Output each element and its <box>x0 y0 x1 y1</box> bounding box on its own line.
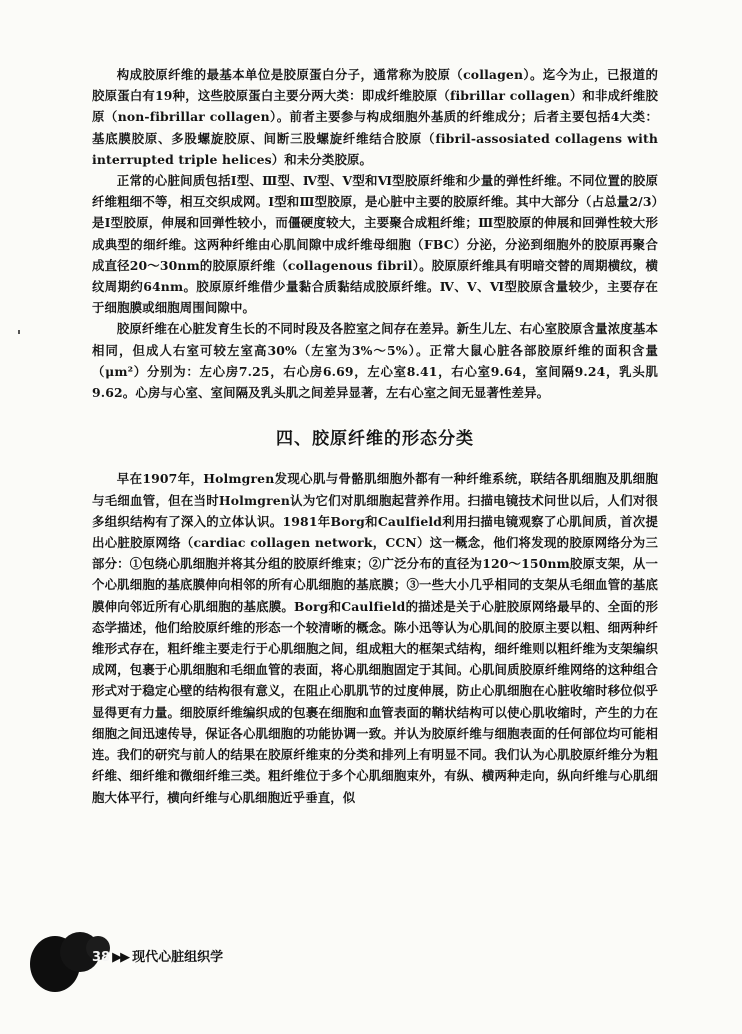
page-number: 38 <box>92 950 111 965</box>
paragraph-collagen-definition: 构成胶原纤维的最基本单位是胶原蛋白分子，通常称为胶原（collagen）。迄今为止，已报道的胶原蛋白有19种，这些胶原蛋白主要分两大类：即成纤维胶原（fibrillar collagen）和非成纤维胶原（non-fibrillar collagen）。前者主要参与构成细胞外基质的纤维成分；后者主要包括4大类：基底膜胶原、多股螺旋胶原、间断三股螺旋纤维结合胶原（fibril-assosiated collagens with interrupted triple helices）和未分类胶原。 <box>92 67 658 167</box>
scan-speck <box>18 330 20 334</box>
running-footer <box>92 946 223 965</box>
double-arrow-icon: ▶▶ <box>112 950 129 965</box>
paragraph-collagen-differences: 胶原纤维在心脏发育生长的不同时段及各腔室之间存在差异。新生儿左、右心室胶原含量浓度基本相同，但成人右室可较左室高30%（左室为3%～5%）。正常大鼠心脏各部胶原纤维的面积含量（μm²）分别为：左心房7.25，右心房6.69，左心室8.41，右心室9.64，室间隔9.24，乳头肌9.62。心房与心室、室间隔及乳头肌之间差异显著，左右心室之间无显著性差异。 <box>92 321 658 401</box>
section-heading: 四、胶原纤维的形态分类 <box>276 429 474 450</box>
paragraph-morphology-classification: 早在1907年，Holmgren发现心肌与骨骼肌细胞外都有一种纤维系统，联结各肌细胞及肌细胞与毛细血管，但在当时Holmgren认为它们对肌细胞起营养作用。扫描电镜技术问世以后，人们对很多组织结构有了深入的立体认识。1981年Borg和Caulfield利用扫描电镜观察了心肌间质，首次提出心脏胶原网络（cardiac collagen network，CCN）这一概念，他们将发现的胶原网络分为三部分：①包绕心肌细胞并将其分组的胶原纤维束；②广泛分布的直径为120～150nm胶原支架，从一个心肌细胞的基底膜伸向相邻的所有心肌细胞的基底膜；③一些大小几乎相同的支架从毛细血管的基底膜伸向邻近所有心肌细胞的基底膜。Borg和Caulfield的描述是关于心脏胶原网络最早的、全面的形态学描述，他们给胶原纤维的形态一个较清晰的概念。陈小迅等认为心肌间的胶原主要以粗、细两种纤维形式存在，粗纤维主要走行于心肌细胞之间，组成粗大的框架式结构，细纤维则以粗纤维为支架编织成网，包裹于心肌细胞和毛细血管的表面，将心肌细胞固定于其间。心肌间质胶原纤维网络的这种组合形式对于稳定心壁的结构很有意义，在阻止心肌肌节的过度伸展，防止心肌细胞在心脏收缩时移位似乎显得更有力量。细胶原纤维编织成的包裹在细胞和血管表面的鞘状结构可以使心肌收缩时，产生的力在细胞之间迅速传导，保证各心肌细胞的功能协调一致。并认为胶原纤维与细胞表面的任何部位均可能相连。我们的研究与前人的结果在胶原纤维束的分类和排列上有明显不同。我们认为心肌胶原纤维分为粗纤维、细纤维和微细纤维三类。粗纤维位于多个心肌细胞束外，有纵、横两种走向，纵向纤维与心肌细胞大体平行，横向纤维与心肌细胞近乎垂直，似 <box>92 471 658 805</box>
page-body <box>92 64 658 808</box>
page-footer <box>30 936 330 992</box>
paragraph-normal-interstitium: 正常的心脏间质包括Ⅰ型、Ⅲ型、Ⅳ型、Ⅴ型和Ⅵ型胶原纤维和少量的弹性纤维。不同位置的胶原纤维粗细不等，相互交织成网。Ⅰ型和Ⅲ型胶原，是心脏中主要的胶原纤维。其中大部分（占总量2/3）是Ⅰ型胶原，伸展和回弹性较小，而僵硬度较大，主要聚合成粗纤维；Ⅲ型胶原的伸展和回弹性较大形成典型的细纤维。这两种纤维由心肌间隙中成纤维母细胞（FBC）分泌，分泌到细胞外的胶原再聚合成直径20～30nm的胶原原纤维（collagenous fibril）。胶原原纤维具有明暗交替的周期横纹，横纹周期约64nm。胶原原纤维借少量黏合质黏结成胶原纤维。Ⅳ、Ⅴ、Ⅵ型胶原含量较少，主要存在于细胞膜或细胞周围间隙中。 <box>92 173 658 316</box>
book-title: 现代心脏组织学 <box>132 950 224 965</box>
